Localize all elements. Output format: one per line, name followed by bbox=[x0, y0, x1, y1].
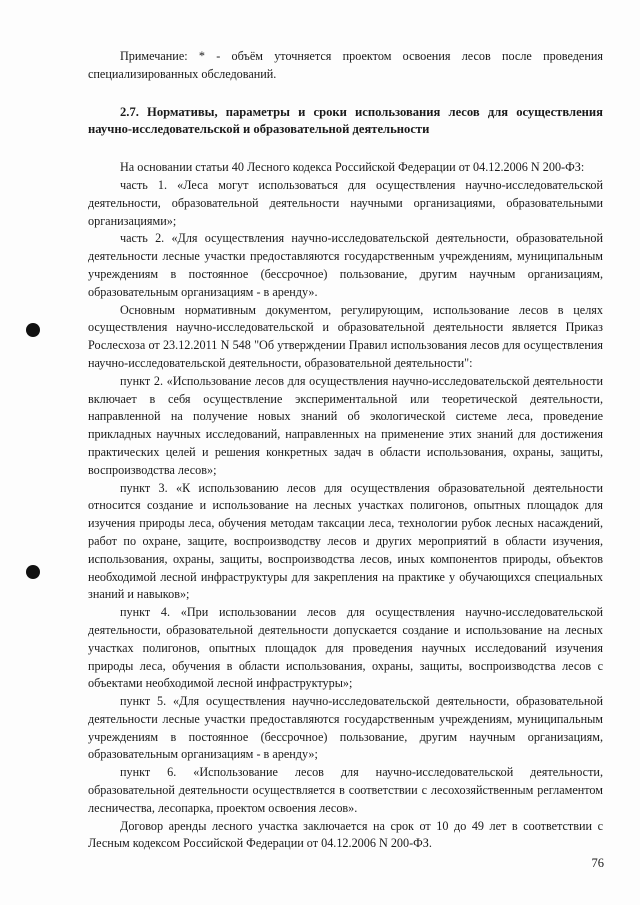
note-paragraph: Примечание: * - объём уточняется проектом освоения лесов после проведения специализированных обследований. bbox=[88, 49, 603, 81]
section-heading: 2.7. Нормативы, параметры и сроки использования лесов для осуществления научно-исследовательской и образовательной деятельности bbox=[88, 104, 603, 137]
paragraph-clause-5: пункт 5. «Для осуществления научно-исследовательской деятельности, образовательной деятельности лесные участки предоставляются государственным учреждениям, муниципальным учреждениям в постоянное (бессрочное) пользование, другим научным организациям, образовательным организациям - в аренду»; bbox=[88, 694, 603, 762]
paragraph-clause-2: пункт 2. «Использование лесов для осуществления научно-исследовательской деятельности включает в себя осуществление экспериментальной или теоретической деятельности, направленной на получение новых знаний об экологической системе леса, проведение прикладных научных исследований, направленных на применение этих знаний для достижения практических целей и решения конкретных задач в области использования, охраны, защиты, воспроизводства лесов»; bbox=[88, 373, 603, 477]
paragraph-part-1: часть 1. «Леса могут использоваться для осуществления научно-исследовательской деятельности, образовательной деятельности научными организациями, образовательными организациями»; bbox=[88, 177, 603, 228]
paragraph-clause-6: пункт 6. «Использование лесов для научно-исследовательской деятельности, образовательной деятельности осуществляется в соответствии с лесохозяйственным регламентом лесничества, лесопарка, проектом освоения лесов». bbox=[88, 765, 603, 815]
paragraph-lease-term: Договор аренды лесного участка заключается на срок от 10 до 49 лет в соответствии с Лесным кодексом Российской Федерации от 04.12.2006 N 200-ФЗ. bbox=[88, 818, 603, 851]
paragraph-part-2: часть 2. «Для осуществления научно-исследовательской деятельности, образовательной деятельности лесные участки предоставляются государственным учреждениям, муниципальным учреждениям в постоянное (бессрочное) пользование, другим научным организациям, образовательным организациям - в аренду». bbox=[88, 231, 603, 299]
punch-hole-top bbox=[26, 323, 40, 337]
page-number: 76 bbox=[591, 856, 604, 870]
document-body bbox=[88, 48, 603, 853]
paragraph-clause-3: пункт 3. «К использованию лесов для осуществления образовательной деятельности относится создание и использование на лесных участках полигонов, опытных площадок для изучения природы леса, обучения методам таксации леса, технологии рубок лесных насаждений, работ по охране, защите, воспроизводству лесов и других мероприятий в области изучения, использования, охраны, защиты, воспроизводства лесов, иных компонентов природы, объектов необходимой лесной инфраструктуры для закрепления на практике у обучающихся специальных знаний и навыков»; bbox=[88, 480, 603, 602]
punch-hole-bottom bbox=[26, 565, 40, 579]
paragraph-intro: На основании статьи 40 Лесного кодекса Российской Федерации от 04.12.2006 N 200-ФЗ: bbox=[120, 160, 585, 175]
paragraph-main-document: Основным нормативным документом, регулирующим, использование лесов в целях осуществления научно-исследовательской и образовательной деятельности является Приказ Рослесхоза от 23.12.2011 N 548 "Об утверждении Правил использования лесов для осуществления научно-исследовательской деятельности, образовательной деятельности": bbox=[88, 302, 603, 370]
paragraph-clause-4: пункт 4. «При использовании лесов для осуществления научно-исследовательской деятельности, образовательной деятельности допускается создание и использование на лесных участках полигонов, опытных площадок для проведения научных исследований изучения природы леса, обучения в области использования, охраны, защиты, воспроизводства лесов с объектами необходимой лесной инфраструктуры»; bbox=[88, 605, 603, 691]
